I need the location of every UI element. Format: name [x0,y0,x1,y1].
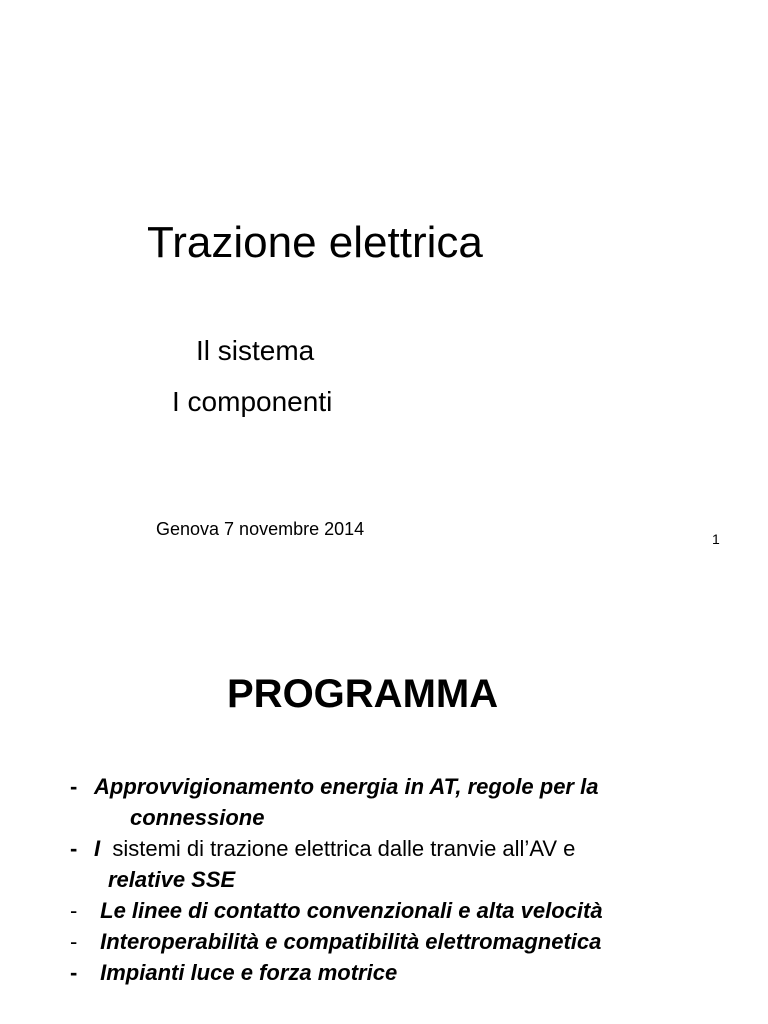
list-item-continuation [70,864,750,895]
list-item [70,957,750,988]
list-marker: - [70,836,78,861]
list-item-text: Approvvigionamento energia in AT, regole per la [94,774,599,799]
list-marker: - [70,960,78,985]
list-item-text: Interoperabilità e compatibilità elettromagnetica [100,929,602,954]
list-item-text: connessione [130,805,265,830]
list-item-text: Impianti luce e forza motrice [100,960,398,985]
list-item [70,833,750,864]
list-marker: - [70,774,78,799]
list-marker: - [70,929,78,954]
list-item-continuation [70,802,750,833]
list-item-lead: I [94,836,101,861]
list-item-text: sistemi di trazione elettrica dalle tranvie all’AV e [112,836,576,861]
list-item [70,926,750,957]
presentation-title: Trazione elettrica [147,218,483,267]
subtitle-components: I componenti [172,386,333,417]
list-item [70,771,750,802]
list-marker: - [70,898,78,923]
list-item-text: relative SSE [108,867,236,892]
page-number: 1 [712,531,720,547]
program-list [70,771,750,988]
list-item [70,895,750,926]
subtitle-system: Il sistema [196,335,315,366]
presentation-date: Genova 7 novembre 2014 [156,519,365,539]
program-heading: PROGRAMMA [227,672,499,716]
list-item-text: Le linee di contatto convenzionali e alta velocità [100,898,603,923]
